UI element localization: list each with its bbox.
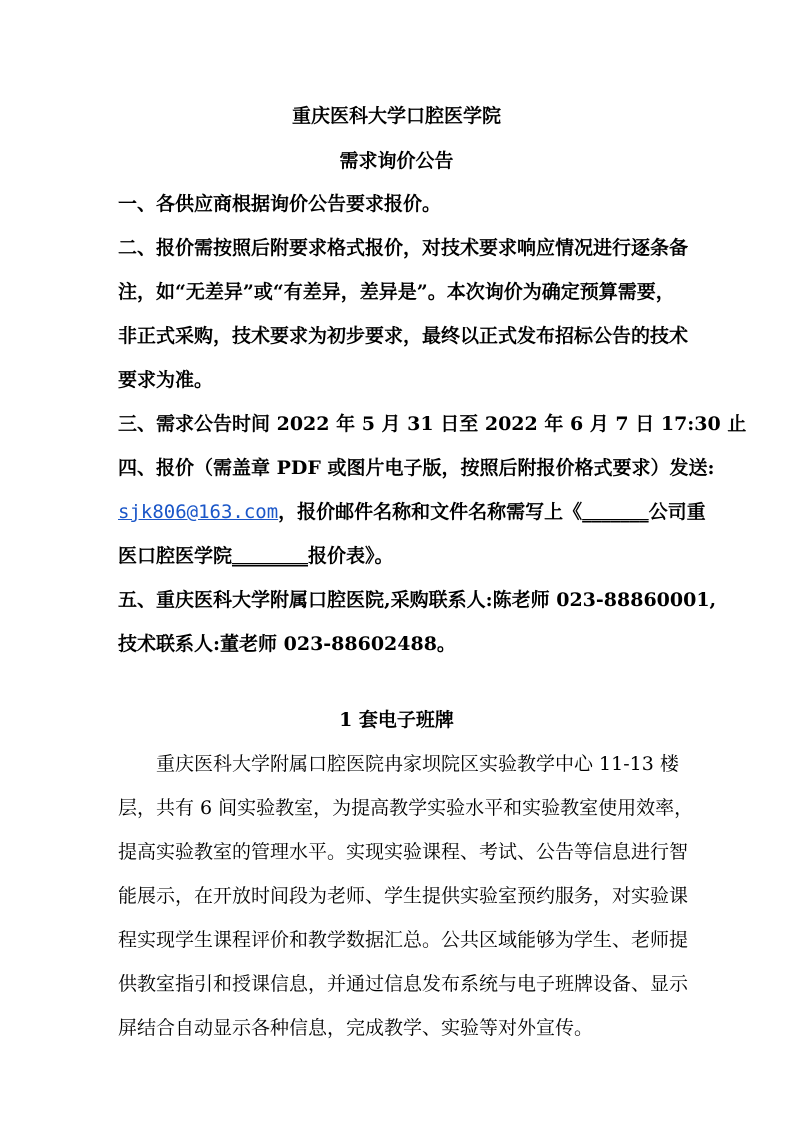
item-4-line-2 — [118, 497, 706, 527]
body-line: 程实现学生课程评价和教学数据汇总。公共区域能够为学生、老师提 — [118, 929, 689, 951]
item-5-line-1: 五、重庆医科大学附属口腔医院,采购联系人:陈老师 023-88860001, — [118, 589, 717, 611]
item-4-line-2-end: 公司重 — [648, 501, 706, 523]
document-subtitle: 需求询价公告 — [339, 150, 454, 172]
body-line: 能展示，在开放时间段为老师、学生提供实验室预约服务，对实验课 — [118, 885, 689, 907]
project-blank: ________ — [232, 545, 309, 567]
body-line: 屏结合自动显示各种信息，完成教学、实验等对外宣传。 — [118, 1017, 594, 1039]
item-2-line-4: 要求为准。 — [118, 369, 214, 391]
item-4-line-1: 四、报价（需盖章 PDF 或图片电子版，按照后附报价格式要求）发送: — [118, 457, 715, 479]
item-4-line-3-b: 报价表》。 — [308, 545, 394, 567]
section-heading: 1 套电子班牌 — [339, 709, 454, 731]
body-line: 层，共有 6 间实验教室，为提高教学实验水平和实验教室使用效率， — [118, 797, 694, 819]
item-4-line-3 — [118, 541, 678, 571]
email-link[interactable]: sjk806@163.com — [118, 501, 279, 523]
body-line: 供教室指引和授课信息，并通过信息发布系统与电子班牌设备、显示 — [118, 973, 689, 995]
document-title: 重庆医科大学口腔医学院 — [291, 105, 501, 127]
item-2-line-2: 注，如“无差异”或“有差异，差异是”。本次询价为确定预算需要， — [118, 281, 675, 303]
company-blank: _______ — [582, 501, 649, 523]
item-4-line-3-a: 医口腔医学院 — [118, 545, 233, 567]
body-line: 提高实验教室的管理水平。实现实验课程、考试、公告等信息进行智 — [118, 841, 689, 863]
item-5-line-2: 技术联系人:董老师 023-88602488。 — [118, 633, 456, 655]
item-1: 一、各供应商根据询价公告要求报价。 — [118, 193, 442, 215]
item-4-line-2-text: ，报价邮件名称和文件名称需写上《 — [278, 501, 583, 523]
item-2-line-3: 非正式采购，技术要求为初步要求，最终以正式发布招标公告的技术 — [118, 325, 689, 347]
body-line: 重庆医科大学附属口腔医院冉家坝院区实验教学中心 11-13 楼 — [118, 753, 679, 775]
item-3: 三、需求公告时间 2022 年 5 月 31 日至 2022 年 6 月 7 日 17:30 止 — [118, 413, 747, 435]
item-2-line-1: 二、报价需按照后附要求格式报价，对技术要求响应情况进行逐条备 — [118, 237, 689, 259]
